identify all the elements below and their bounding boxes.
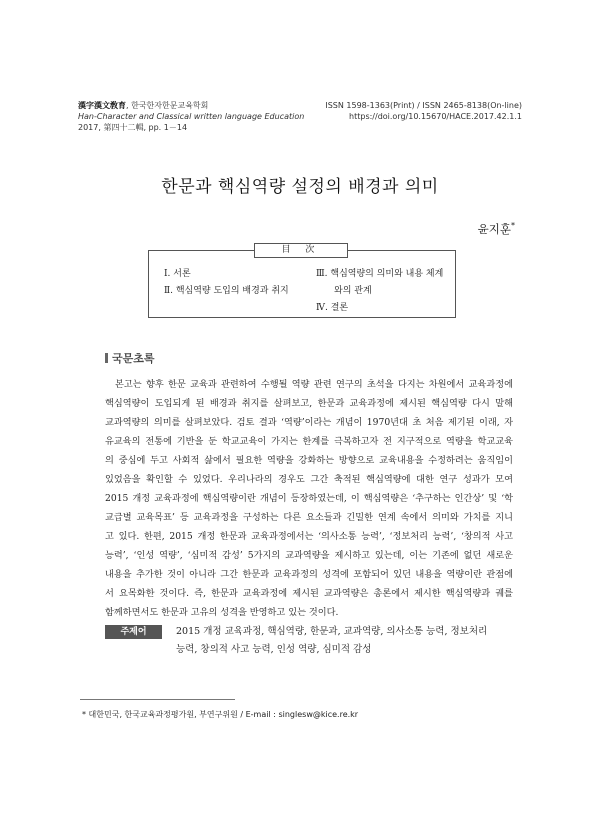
abstract-line: 유교육의 전통에 기반을 둔 학교교육이 가지는 한계를 극복하고자 전 지구적으로 역량을 학교교육 <box>105 436 513 447</box>
journal-name: 漢字漢文敎育 <box>78 101 126 110</box>
abstract-line: 본고는 향후 한문 교육과 관련하여 수행될 역량 관련 연구의 초석을 다지는 차원에서 교육과정에 <box>115 379 513 390</box>
abstract-line: 있었음을 확인할 수 있었다. 우리나라의 경우도 그간 축적된 핵심역량에 대한 연구 성과가 모여 <box>105 474 513 485</box>
journal-issue: 2017, 第四十二輯, pp. 1－14 <box>78 123 188 132</box>
abstract-heading <box>105 350 155 366</box>
author-footnote-mark: * <box>511 221 515 231</box>
table-of-contents <box>148 250 456 318</box>
toc-item: Ⅳ. 결론 <box>316 303 349 313</box>
keywords-label: 주제어 <box>105 625 162 639</box>
paper-title: 한문과 핵심역량 설정의 배경과 의미 <box>161 177 439 197</box>
abstract-line: 2015 개정 교육과정에 핵심역량이란 개념이 등장하였는데, 이 핵심역량은 ‘추구하는 인간상’ 및 ‘학 <box>105 493 513 504</box>
abstract-line: 능력’, ‘인성 역량’, ‘심미적 감성’ 5가지의 교과역량을 제시하고 있는데, 이는 기존에 없던 새로운 <box>105 550 513 561</box>
issn-header <box>325 100 522 122</box>
toc-item: 와의 관계 <box>334 286 372 296</box>
abstract-line: 고 있다. 한편, 2015 개정 한문과 교육과정에서는 ‘의사소통 능력’, ‘정보처리 능력’, ‘창의적 사고 <box>105 531 513 542</box>
toc-label: 目 次 <box>254 243 348 258</box>
abstract-line: 교과역량의 의미를 살펴보았다. 검토 결과 ‘역량’이라는 개념이 1970년대 초 처음 제기된 이래, 자 <box>105 417 513 428</box>
journal-english: Han-Character and Classical written language Education <box>78 112 305 121</box>
issn-text: ISSN 1598-1363(Print) / ISSN 2465-8138(On-line) <box>325 101 522 110</box>
keywords-line: 2015 개정 교육과정, 핵심역량, 한문과, 교과역량, 의사소통 능력, 정보처리 <box>176 626 488 637</box>
doi-link[interactable]: https://doi.org/10.15670/HACE.2017.42.1.1 <box>349 112 522 121</box>
abstract-line: 교급별 교육목표’ 등 교육과정을 구성하는 다른 요소들과 긴밀한 연계 속에서 의미와 가치를 지니 <box>105 512 513 523</box>
footnote-divider <box>80 699 235 700</box>
toc-item: Ⅰ. 서론 <box>164 269 191 279</box>
journal-title-line: 漢字漢文敎育, 한국한자한문교육학회 <box>78 101 209 110</box>
toc-item: Ⅱ. 핵심역량 도입의 배경과 취지 <box>164 286 289 296</box>
author-footnote: * 대한민국, 한국교육과정평가원, 부연구위원 / E-mail : singlesw@kice.re.kr <box>82 710 359 719</box>
abstract-line: 의 중심에 두고 사회적 삶에서 필요한 역량을 강화하는 방향으로 교육내용을 수정하려는 움직임이 <box>105 455 513 466</box>
abstract-line: 내용을 추가한 것이 아니라 그간 한문과 교육과정의 성격에 포함되어 있던 내용을 역량이란 관점에 <box>105 569 513 580</box>
heading-bar-icon <box>105 353 108 363</box>
abstract-line: 핵심역량이 도입되게 된 배경과 취지를 살펴보고, 한문과 교육과정에 제시된 핵심역량 다시 말해 <box>105 398 513 409</box>
abstract-heading-text: 국문초록 <box>112 352 155 365</box>
abstract-line: 서 요목화한 것이다. 즉, 한문과 교육과정에 제시된 교과역량은 총론에서 제시한 핵심역량과 궤를 <box>105 588 513 599</box>
journal-header <box>78 100 304 133</box>
author-name: 윤지훈 <box>477 222 511 236</box>
journal-korean: 한국한자한문교육학회 <box>131 101 209 110</box>
abstract-line: 함께하면서도 한문과 고유의 성격을 반영하고 있는 것이다. <box>105 607 339 618</box>
toc-item: Ⅲ. 핵심역량의 의미와 내용 체계 <box>316 269 444 279</box>
author <box>478 221 515 237</box>
keywords-line: 능력, 창의적 사고 능력, 인성 역량, 심미적 감성 <box>176 644 372 655</box>
